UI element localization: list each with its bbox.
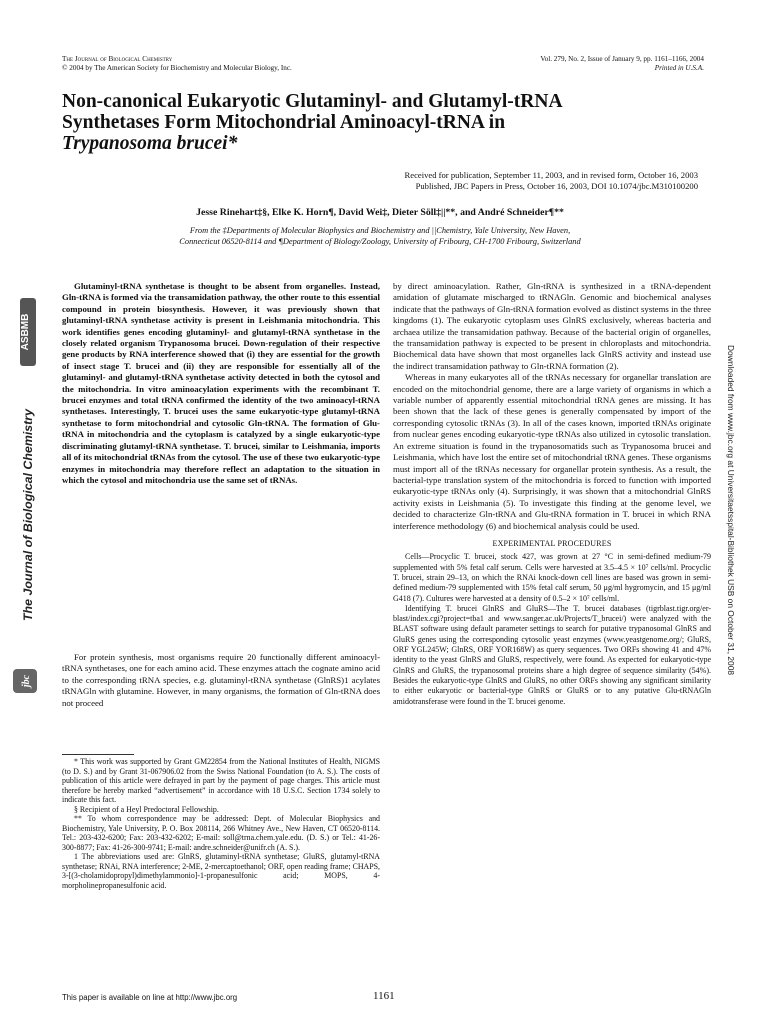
footnote-rule [62,754,134,755]
received-dates [62,170,698,191]
received-line: Received for publication, September 11, 2003, and in revised form, October 16, 2003 [404,170,698,180]
footnotes [62,757,380,890]
jbc-logo [12,668,38,694]
methods-paragraph: Cells—Procyclic T. brucei, stock 427, was grown at 27 °C in semi-defined medium-79 supplemented with 5% fetal calf serum. Cells were harvested at 3.5–4.5 × 10⁷ cells/ml. Procyclic T. brucei, strain 29–13, on which the RNAi knock-down cell lines are based was grown in semi-defined medium-79 supplemented with 15% fetal calf serum, 50 μg/ml hygromycin, and 15 μg/ml G418 (7). Cultures were harvested at a density of 0.5–2 × 10⁷ cells/ml. [393,552,711,603]
journal-name: The Journal of Biological Chemistry [62,55,173,63]
asbmb-logo-icon [10,296,46,368]
download-note-text: Downloaded from www.jbc.org at Universitaetsspital-Bibliothek USB on October 31, 2008 [726,344,736,676]
footnote: ** To whom correspondence may be addressed: Dept. of Molecular Biophysics and Biochemistry, Yale University, P. O. Box 208114, 266 Whitney Ave., New Haven, CT 06520-8114. Tel.: 203-432-6200; Fax: 203-432-6202; E-mail: soll@trna.chem.yale.edu. (D. S.) or Tel.: 41-26-300-8877; Fax: 41-26-300-9741; E-mail: andre.schneider@unifr.ch (A. S.). [62,814,380,852]
intro-paragraph: For protein synthesis, most organisms require 20 functionally different aminoacyl-tRNA synthetases, one for each amino acid. These enzymes attach the cognate amino acid to the corresponding tRNA species, e.g. glutaminyl-tRNA synthetase (GlnRS)1 acylates tRNAGln with glutamine. However, in many organisms, the formation of Gln-tRNA does not proceed [62,652,380,708]
right-column [393,281,711,707]
intro-left [62,652,380,709]
methods-paragraph: Identifying T. brucei GlnRS and GluRS—The T. brucei databases (tigrblast.tigr.org/er-blast/index.cgi?project=tba1 and www.sanger.ac.uk/Projects/T_brucei/) were analyzed with the BLAST software using default parameter settings to search for putative trypanosomal GlnRS and GluRS genes using the corresponding cytosolic yeast enzymes (www.yeastgenome.org/; GluRS, ORF YGL245W; GlnRS, ORF YOR168W) as query sequences. Two ORFs showing 41 and 47% identity to the yeast GlnRS and GluRS, respectively, were found. As expected for eukaryotic-type GlnRS and GluRS, the trypanosomal proteins share a high degree of sequence similarity (54%). Besides the eukaryotic-type GlnRS and GluRS, no other ORFs showing any significant similarity to either eukaryotic or bacterial-type GlnRS or GluRS or to any putative Glu-tRNAGln amidotransferase were found in the T. brucei genome. [393,603,711,706]
footnote: § Recipient of a Heyl Predoctoral Fellowship. [74,804,219,814]
page-number: 1161 [373,990,395,1002]
authors: Jesse Rinehart‡§, Elke K. Horn¶, David Wei‡, Dieter Söll‡||**, and André Schneider¶** [196,207,564,218]
title-line: Synthetases Form Mitochondrial Aminoacyl-tRNA in [62,112,506,133]
volume-info: Vol. 279, No. 2, Issue of January 9, pp. 1161–1166, 2004 [540,55,704,63]
methods [393,552,711,706]
journal-vertical-title: The Journal of Biological Chemistry [21,408,35,622]
affiliation-line: Connecticut 06520-8114 and ¶Department of Biology/Zoology, University of Fribourg, CH-1700 Fribourg, Switzerland [179,236,581,246]
footnote: 1 The abbreviations used are: GlnRS, glutaminyl-tRNA synthetase; GluRS, glutamyl-tRNA synthetase; RNAi, RNA interference; 2-ME, 2-mercaptoethanol; ORF, open reading frame; CHAPS, 3-[(3-cholamidopropyl)dimethylammonio]-1-propanesulfonic acid; MOPS, 4-morpholinepropanesulfonic acid. [62,852,380,890]
copyright: © 2004 by The American Society for Biochemistry and Molecular Biology, Inc. [62,64,292,72]
issue-header [540,55,704,73]
printed-info: Printed in U.S.A. [654,64,704,72]
body-paragraph: Whereas in many eukaryotes all of the tRNAs necessary for organellar translation are encoded on the mitochondrial genome, there are a large variety of organisms in which a variable number of apparently essential mitochondrial tRNA genes are missing. It has been shown that the lack of these genes is generally compensated by import of the corresponding cytosolic tRNAs (3). In all of the cases known, imported tRNAs originate from nuclear genes encoding eukaryotic-type tRNAs also utilized in cytosolic translation. An extreme situation is found in the trypanosomatids such as Trypanosoma brucei and Leishmania, which have lost the entire set of mitochondrial tRNA genes. These organisms must import all of the tRNAs necessary for organellar protein synthesis. As a result, the bacterial-type translation system of the mitochondria is forced to function with imported eukaryotic-type tRNAs only (4). Surprisingly, it was shown that a mitochondrial GlnRS activity exists in Leishmania (5). To investigate this finding at the genome level, we decided to characterize Gln-tRNA and Glu-tRNA formation in T. brucei in which RNA interference methodology (6) and biochemical analysis could be used. [393,372,711,531]
asbmb-logo [10,296,46,368]
download-note [724,300,738,720]
title-line: Trypanosoma brucei* [62,133,238,154]
footnote: * This work was supported by Grant GM22854 from the National Institutes of Health, NIGMS (to D. S.) and by Grant 31-067906.02 from the Swiss National Foundation (to A. S.). The costs of publication of this article were defrayed in part by the payment of page charges. This article must therefore be hereby marked “advertisement” in accordance with 18 U.S.C. Section 1734 solely to indicate this fact. [62,757,380,804]
journal-sidebar [12,380,44,650]
abstract-text: Glutaminyl-tRNA synthetase is thought to be absent from organelles. Instead, Gln-tRNA is formed via the transamidation pathway, the other route to this essential compound in protein biosynthesis. However, it was previously shown that glutaminyl-tRNA synthetase activity is present in Leishmania mitochondria. This work identifies genes encoding glutaminyl- and glutamyl-tRNA synthetase in the closely related organism Trypanosoma brucei. Down-regulation of their respective gene products by RNA interference showed that (i) they are essential for the growth of insect stage T. brucei and (ii) they are responsible for essentially all of the glutaminyl- and glutamyl-tRNA synthetase activity detected in both the cytosol and the mitochondria. In vitro aminoacylation experiments with the recombinant T. brucei enzymes and total tRNA confirmed the identity of the two aminoacyl-tRNA synthetases. Interestingly, T. brucei uses the same eukaryotic-type glutamyl-tRNA synthetase to form mitochondrial and cytosolic Gln-tRNA. The formation of Glu-tRNA in mitochondria and the cytoplasm is catalyzed by a single eukaryotic-type discriminating glutamyl-tRNA synthetase. T. brucei, similar to Leishmania, imports all of its mitochondrial tRNAs from the cytosol. The use of these two eukaryotic-type enzymes in mitochondria may therefore reflect an adaptation to the situation in which the cytosol and mitochondria use the same set of tRNAs. [62,281,380,485]
article-title [62,91,702,154]
abstract [62,281,380,486]
online-note: This paper is available on line at http://www.jbc.org [62,993,238,1002]
affiliations [62,226,698,247]
affiliation-line: From the ‡Departments of Molecular Biophysics and Biochemistry and ||Chemistry, Yale University, New Haven, [189,226,571,235]
logo-text: jbc [21,674,32,688]
jbc-logo-icon [12,668,38,694]
logo-text: ASBMB [20,313,31,351]
body-paragraph: by direct aminoacylation. Rather, Gln-tRNA is synthesized in a tRNA-dependent amidation of glutamate mischarged to tRNAGln. Genomic and biochemical analyses indicate that the pathways of Gln-tRNA formation evolved as distinct systems in the three kingdoms (1). The eukaryotic cytoplasm uses GlnRS exclusively, whereas bacteria and archaea utilize the transamidation pathway. Because of the bacterial origin of organelles, the transamidation pathway is expected to be present in chloroplasts and mitochondria. Biochemical data have shown that most organelles lack GlnRS activity and instead use the indirect transamidation pathway to Gln-tRNA formation (2). [393,281,711,371]
section-heading: EXPERIMENTAL PROCEDURES [492,538,612,548]
journal-header [62,55,292,73]
title-line: Non-canonical Eukaryotic Glutaminyl- and Glutamyl-tRNA [62,91,563,112]
published-line: Published, JBC Papers in Press, October 16, 2003, DOI 10.1074/jbc.M310100200 [415,180,698,191]
